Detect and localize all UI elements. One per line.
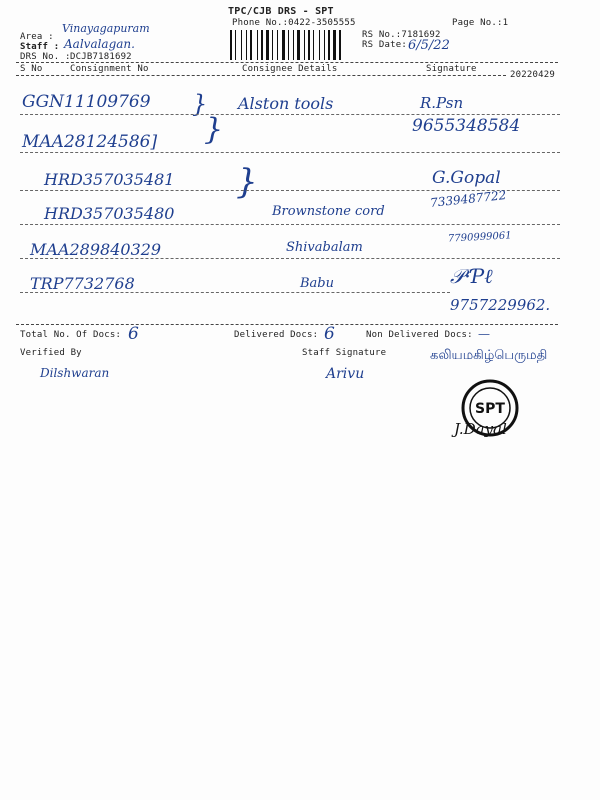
phone-number: Phone No.:0422-3505555 [232, 18, 356, 28]
row-line-1 [20, 114, 560, 115]
table-row-5-consignee: Shivabalam [286, 240, 363, 255]
total-docs-label: Total No. Of Docs: [20, 330, 122, 340]
stamp-text: SPT [475, 401, 505, 417]
rs-date-value: 6/5/22 [408, 38, 450, 53]
tamil-handwriting: கலியமகிழ்பெருமதி [430, 348, 548, 363]
table-row-1-signature: R.Psn [420, 94, 464, 112]
table-row-4-consignee: Brownstone cord [272, 204, 385, 219]
staff-value: Aalvalagan. [64, 37, 135, 51]
document-title: TPC/CJB DRS - SPT [228, 6, 334, 17]
row-line-6 [20, 292, 450, 293]
staff-label: Staff : [20, 42, 60, 52]
column-signature: Signature [426, 64, 477, 74]
brace-mark: } [236, 162, 258, 202]
table-row-6-consignee: Babu [300, 276, 334, 291]
drs-label: DRS No. : [20, 52, 71, 62]
table-row-5-signature: 7790999061 [447, 230, 512, 245]
table-row-6-consignment: TRP7732768 [30, 274, 135, 293]
column-divider [16, 75, 506, 76]
table-row-6-signature: 9757229962. [450, 296, 551, 314]
staff-signature: Arivu [326, 366, 365, 382]
row-line-2 [20, 152, 560, 153]
area-label: Area : [20, 32, 54, 42]
drs-value: DCJB7181692 [70, 52, 132, 62]
table-row-4-signature: 7339487722 [429, 188, 507, 210]
table-row-5-consignment: MAA289840329 [30, 240, 162, 259]
non-delivered-docs-value: — [478, 327, 490, 341]
rs-date-label: RS Date: [362, 40, 407, 50]
row-line-5 [20, 258, 560, 259]
non-delivered-docs-label: Non Delivered Docs: [366, 330, 473, 340]
delivered-docs-value: 6 [324, 324, 335, 344]
footer-divider [16, 324, 558, 325]
area-value: Vinayagapuram [62, 22, 150, 35]
total-docs-value: 6 [128, 324, 139, 344]
verified-by-signature: Dilshwaran [40, 366, 110, 380]
table-row-3-signature: G.Gopal [432, 168, 501, 188]
verified-by-label: Verified By [20, 348, 82, 358]
column-consignment-no: Consignment No [70, 64, 149, 74]
header-divider [16, 62, 558, 63]
brace-mark: } [204, 112, 224, 147]
row-line-4 [20, 224, 560, 225]
table-row-3-consignment: HRD357035481 [44, 170, 175, 189]
brace-mark: } [192, 90, 208, 118]
delivered-docs-label: Delivered Docs: [234, 330, 319, 340]
column-sno: S No [20, 64, 43, 74]
barcode [230, 30, 358, 60]
table-row-2-consignment: MAA28124586] [22, 132, 158, 152]
rs-number: RS No.:7181692 [362, 30, 441, 40]
column-consignee-details: Consignee Details [242, 64, 338, 74]
table-row-4-consignment: HRD357035480 [44, 204, 175, 223]
page-number: Page No.:1 [452, 18, 509, 28]
table-row-2-signature: 9655348584 [412, 116, 521, 136]
signature-scribble: 𝒫·Ƥℓ [450, 264, 493, 288]
stamp-signature: J.Dayal [454, 420, 507, 438]
staff-signature-label: Staff Signature [302, 348, 387, 358]
date-code: 20220429 [510, 70, 555, 80]
table-row-1-consignee: Alston tools [238, 94, 334, 113]
table-row-1-consignment: GGN11109769 [22, 92, 151, 112]
